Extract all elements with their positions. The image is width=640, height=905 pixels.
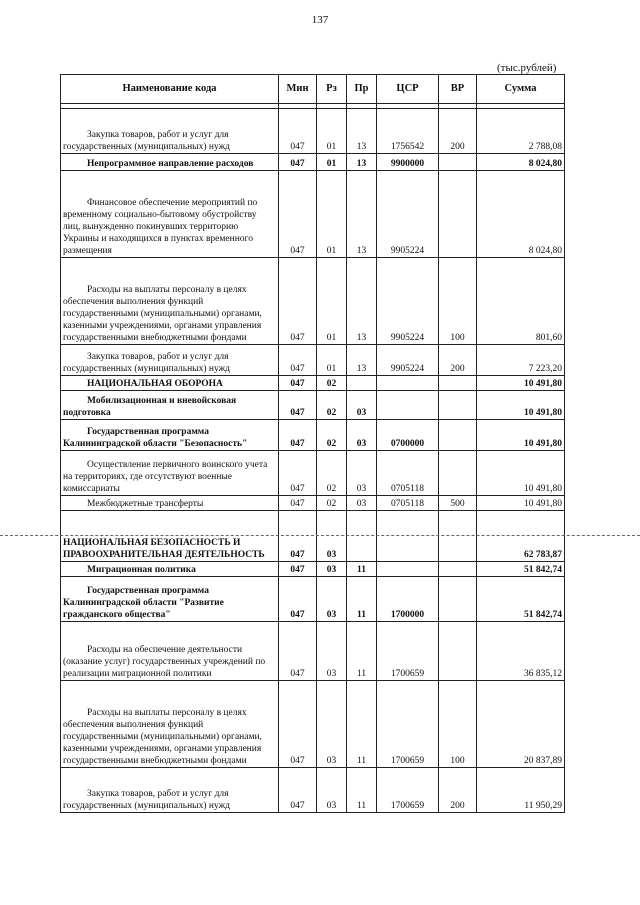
table-row [61, 345, 565, 376]
cell-csr: 1700000 [377, 577, 439, 622]
table-row [61, 451, 565, 496]
page-number: 137 [311, 14, 329, 26]
cell-vr: 200 [439, 345, 477, 376]
cell-rz: 02 [317, 451, 347, 496]
cell-pr [347, 511, 377, 562]
cell-vr: 100 [439, 681, 477, 768]
cell-name: Миграционная политика [61, 562, 279, 577]
cell-name: НАЦИОНАЛЬНАЯ БЕЗОПАСНОСТЬ И ПРАВООХРАНИТЕЛЬНАЯ ДЕЯТЕЛЬНОСТЬ [61, 511, 279, 562]
cell-min: 047 [279, 622, 317, 681]
cell-sum: 801,60 [477, 258, 565, 345]
cell-rz: 03 [317, 768, 347, 813]
cell-pr: 03 [347, 496, 377, 511]
cell-name: Государственная программа Калининградской области "Безопасность" [61, 420, 279, 451]
cell-vr [439, 622, 477, 681]
table-row [61, 622, 565, 681]
table-row [61, 511, 565, 562]
cell-min: 047 [279, 391, 317, 420]
cell-vr [439, 577, 477, 622]
table-row [61, 154, 565, 171]
cell-min: 047 [279, 451, 317, 496]
cell-csr: 0705118 [377, 451, 439, 496]
header-min: Мин [279, 75, 317, 104]
cell-min: 047 [279, 154, 317, 171]
cell-sum: 10 491,80 [477, 451, 565, 496]
cell-vr: 200 [439, 768, 477, 813]
header-row [61, 75, 565, 104]
cell-pr: 11 [347, 577, 377, 622]
cell-min: 047 [279, 109, 317, 154]
cell-rz: 01 [317, 109, 347, 154]
cell-vr: 200 [439, 109, 477, 154]
cell-rz: 03 [317, 511, 347, 562]
cell-name: Закупка товаров, работ и услуг для государственных (муниципальных) нужд [61, 768, 279, 813]
cell-csr [377, 391, 439, 420]
cell-min: 047 [279, 376, 317, 391]
header-sum: Сумма [477, 75, 565, 104]
cell-sum: 10 491,80 [477, 496, 565, 511]
cell-min: 047 [279, 681, 317, 768]
cell-rz: 02 [317, 376, 347, 391]
cell-vr: 500 [439, 496, 477, 511]
table-row [61, 109, 565, 154]
cell-name: Мобилизационная и вневойсковая подготовка [61, 391, 279, 420]
cell-min: 047 [279, 768, 317, 813]
cell-rz: 02 [317, 496, 347, 511]
cell-csr: 0700000 [377, 420, 439, 451]
cell-rz: 01 [317, 258, 347, 345]
cell-pr: 13 [347, 154, 377, 171]
cell-min: 047 [279, 577, 317, 622]
cell-csr [377, 511, 439, 562]
table-row [61, 768, 565, 813]
cell-csr: 1700659 [377, 622, 439, 681]
cell-csr [377, 562, 439, 577]
cell-pr: 13 [347, 258, 377, 345]
header-name: Наименование кода [61, 75, 279, 104]
header-csr: ЦСР [377, 75, 439, 104]
cell-vr [439, 171, 477, 258]
cell-sum: 10 491,80 [477, 420, 565, 451]
cell-vr [439, 562, 477, 577]
table-row [61, 420, 565, 451]
cell-rz: 02 [317, 391, 347, 420]
cell-name: Расходы на обеспечение деятельности (оказание услуг) государственных учреждений по реализации миграционной политики [61, 622, 279, 681]
header-rz: Рз [317, 75, 347, 104]
cell-min: 047 [279, 511, 317, 562]
cell-vr [439, 154, 477, 171]
cell-pr: 11 [347, 768, 377, 813]
cell-name: Осуществление первичного воинского учета на территориях, где отсутствуют военные комиссариаты [61, 451, 279, 496]
header-vr: ВР [439, 75, 477, 104]
cell-rz: 01 [317, 171, 347, 258]
cell-csr: 9905224 [377, 345, 439, 376]
units-label: (тыс.рублей) [497, 62, 557, 74]
cell-pr: 13 [347, 171, 377, 258]
cell-sum: 8 024,80 [477, 154, 565, 171]
cell-min: 047 [279, 258, 317, 345]
cell-min: 047 [279, 496, 317, 511]
cell-csr: 1756542 [377, 109, 439, 154]
table-row [61, 171, 565, 258]
cell-sum: 8 024,80 [477, 171, 565, 258]
table-row [61, 258, 565, 345]
cell-vr: 100 [439, 258, 477, 345]
cell-vr [439, 391, 477, 420]
cell-csr [377, 376, 439, 391]
cell-vr [439, 420, 477, 451]
cell-sum: 36 835,12 [477, 622, 565, 681]
dashed-divider [0, 535, 640, 536]
cell-vr [439, 511, 477, 562]
cell-pr: 11 [347, 681, 377, 768]
cell-sum: 10 491,80 [477, 376, 565, 391]
cell-sum: 11 950,29 [477, 768, 565, 813]
cell-sum: 62 783,87 [477, 511, 565, 562]
cell-sum: 20 837,89 [477, 681, 565, 768]
cell-sum: 2 788,08 [477, 109, 565, 154]
cell-name: Межбюджетные трансферты [61, 496, 279, 511]
table-row [61, 577, 565, 622]
cell-name: Расходы на выплаты персоналу в целях обеспечения выполнения функций государственными (муниципальными) органами, казенными учреждениями, органами управления государственными внебюджетными фондами [61, 258, 279, 345]
cell-vr [439, 451, 477, 496]
cell-rz: 03 [317, 622, 347, 681]
cell-rz: 01 [317, 154, 347, 171]
cell-name: Финансовое обеспечение мероприятий по временному социально-бытовому обустройству лиц, вынужденно покинувших территорию Украины и находящихся в пунктах временного размещения [61, 171, 279, 258]
cell-vr [439, 376, 477, 391]
cell-sum: 7 223,20 [477, 345, 565, 376]
cell-rz: 02 [317, 420, 347, 451]
cell-csr: 1700659 [377, 768, 439, 813]
cell-csr: 9905224 [377, 171, 439, 258]
cell-name: Государственная программа Калининградской области "Развитие гражданского общества" [61, 577, 279, 622]
cell-pr [347, 376, 377, 391]
table-row [61, 562, 565, 577]
table-row [61, 376, 565, 391]
cell-name: НАЦИОНАЛЬНАЯ ОБОРОНА [61, 376, 279, 391]
cell-name: Закупка товаров, работ и услуг для государственных (муниципальных) нужд [61, 109, 279, 154]
table-row [61, 496, 565, 511]
cell-pr: 03 [347, 420, 377, 451]
table-row [61, 681, 565, 768]
cell-csr: 1700659 [377, 681, 439, 768]
cell-name: Непрограммное направление расходов [61, 154, 279, 171]
cell-min: 047 [279, 562, 317, 577]
cell-pr: 03 [347, 391, 377, 420]
cell-csr: 9905224 [377, 258, 439, 345]
cell-sum: 51 842,74 [477, 577, 565, 622]
cell-name: Закупка товаров, работ и услуг для государственных (муниципальных) нужд [61, 345, 279, 376]
budget-table [60, 74, 565, 813]
cell-name: Расходы на выплаты персоналу в целях обеспечения выполнения функций государственными (муниципальными) органами, казенными учреждениями, органами управления государственными внебюджетными фондами [61, 681, 279, 768]
cell-min: 047 [279, 420, 317, 451]
cell-rz: 03 [317, 577, 347, 622]
cell-rz: 03 [317, 562, 347, 577]
cell-pr: 03 [347, 451, 377, 496]
header-pr: Пр [347, 75, 377, 104]
cell-sum: 10 491,80 [477, 391, 565, 420]
cell-csr: 0705118 [377, 496, 439, 511]
cell-csr: 9900000 [377, 154, 439, 171]
cell-min: 047 [279, 345, 317, 376]
cell-rz: 01 [317, 345, 347, 376]
cell-sum: 51 842,74 [477, 562, 565, 577]
cell-rz: 03 [317, 681, 347, 768]
cell-pr: 11 [347, 622, 377, 681]
table-row [61, 391, 565, 420]
cell-pr: 13 [347, 345, 377, 376]
cell-pr: 11 [347, 562, 377, 577]
cell-min: 047 [279, 171, 317, 258]
cell-pr: 13 [347, 109, 377, 154]
